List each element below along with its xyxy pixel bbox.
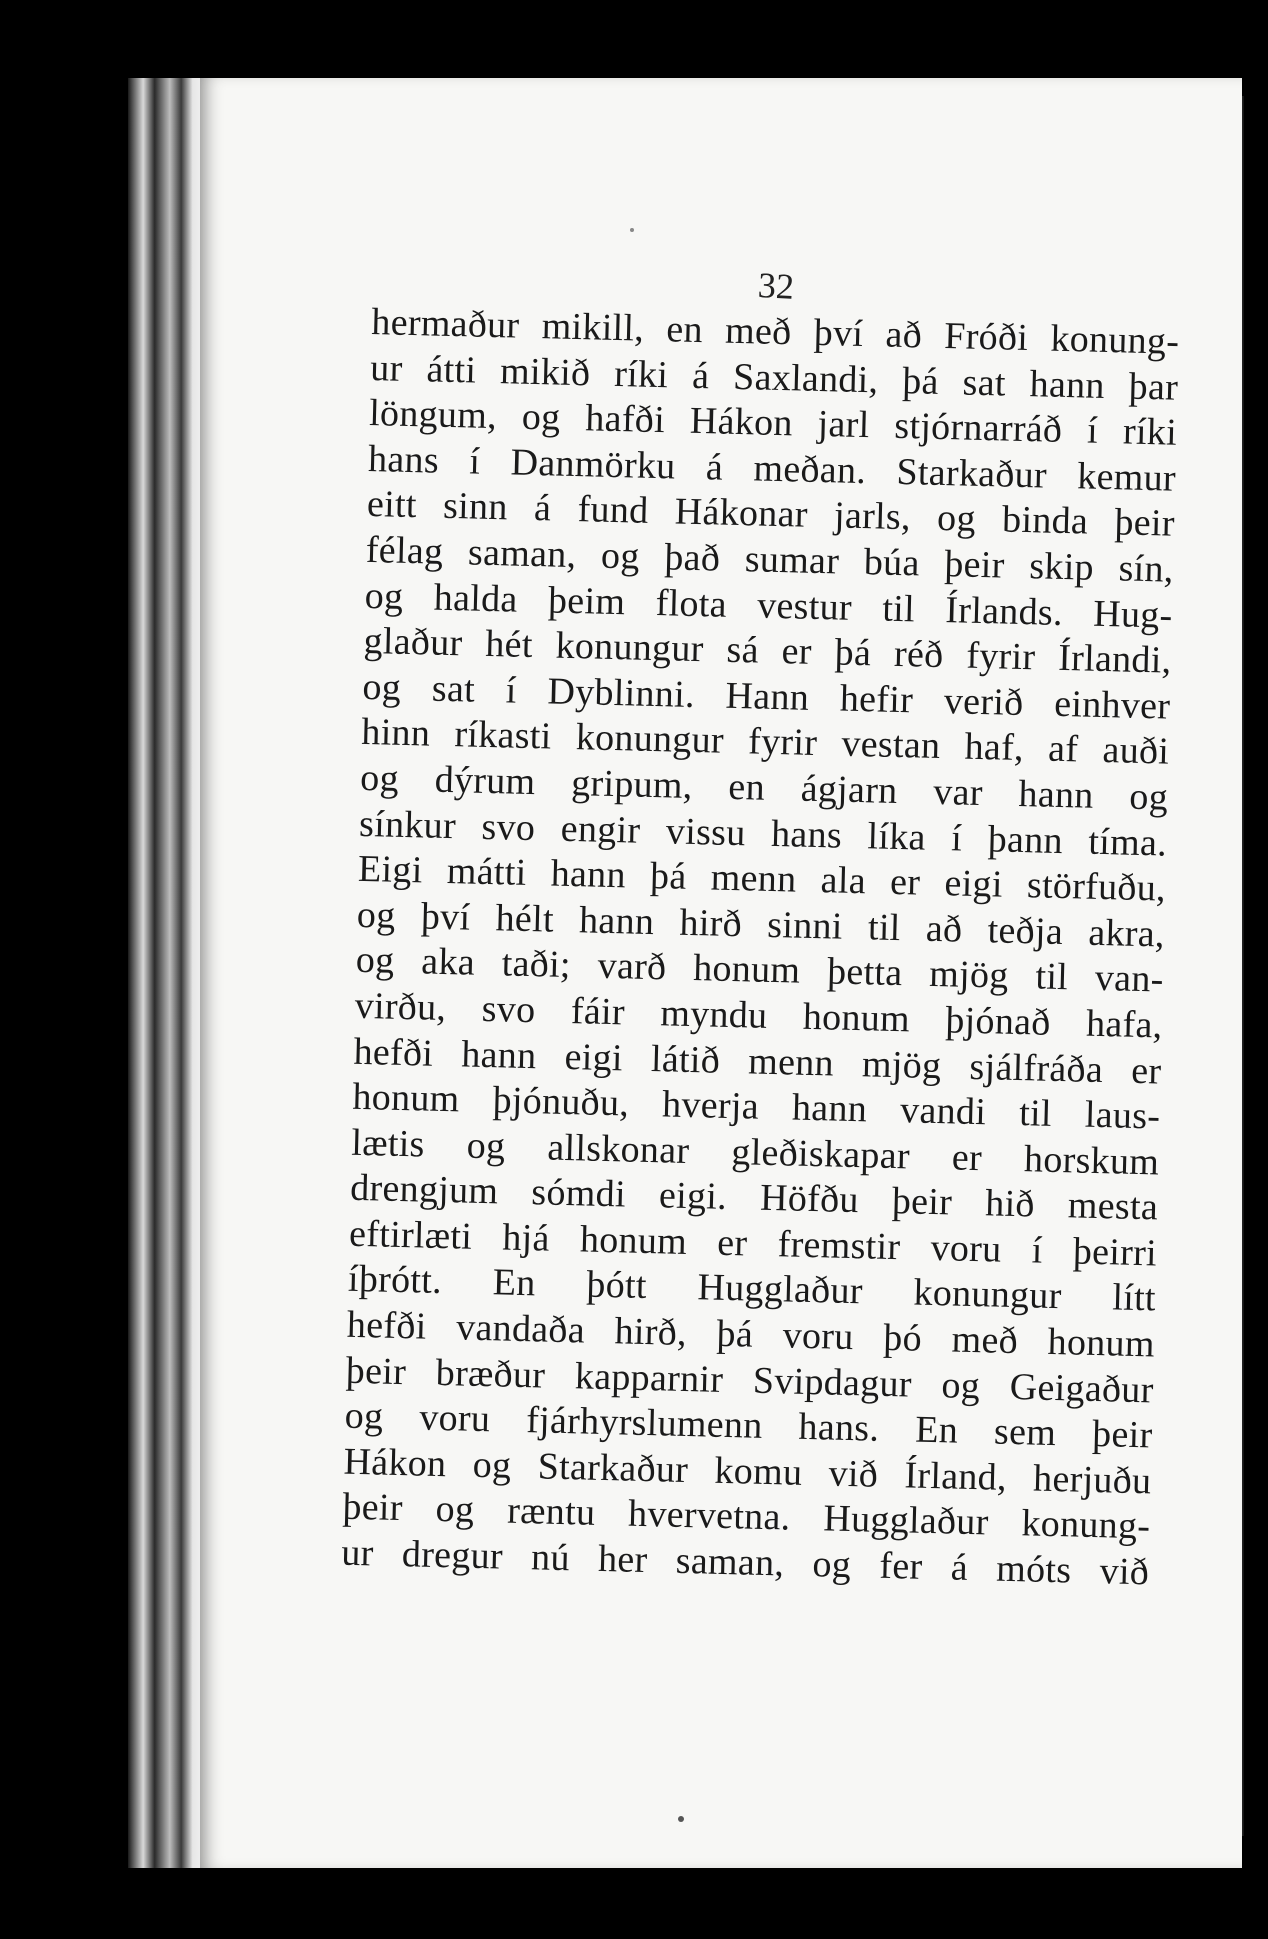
text-line: hans í Danmörku á meðan. Starkaður kemur: [367, 437, 1177, 500]
text-line: Hákon og Starkaður komu við Írland, herjuðu: [343, 1440, 1152, 1503]
text-line: og sat í Dyblinni. Hann hefir verið einhver: [362, 665, 1171, 728]
text-line: og halda þeim flota vestur til Írlands. Hug-: [364, 574, 1174, 637]
text-line: ur dregur nú her saman, og fer á móts við: [340, 1531, 1150, 1594]
text-line: hefði hann eigi látið menn mjög sjálfráða er: [353, 1030, 1162, 1093]
text-line: sínkur svo engir vissu hans líka í þann tíma.: [358, 802, 1168, 865]
text-line: hinn ríkasti konungur fyrir vestan haf, af auði: [360, 711, 1170, 773]
text-line: eitt sinn á fund Hákonar jarls, og binda þeir: [366, 483, 1176, 546]
text-line: og því hélt hann hirð sinni til að teðja akra,: [356, 893, 1166, 956]
text-line: hermaður mikill, en með því að Fróði konung-: [370, 300, 1180, 363]
text-line: og dýrum gripum, en ágjarn var hann og: [359, 756, 1169, 819]
text-line: íþrótt. En þótt Hugglaður konungur lítt: [347, 1258, 1157, 1320]
text-line: glaður hét konungur sá er þá réð fyrir Írlandi,: [363, 620, 1172, 682]
text-line: þeir og ræntu hvervetna. Hugglaður konung-: [341, 1486, 1151, 1548]
page-number: 32: [757, 264, 796, 307]
book-page: [200, 78, 1242, 1868]
footer-mark: [678, 1816, 684, 1822]
book-spine: [128, 78, 204, 1868]
text-line: eftirlæti hjá honum er fremstir voru í þeirri: [348, 1212, 1158, 1275]
ink-speck: [630, 228, 634, 232]
text-line: hefði vandaða hirð, þá voru þó með honum: [346, 1303, 1156, 1366]
text-line: virðu, svo fáir myndu honum þjónað hafa,: [354, 984, 1164, 1047]
text-line: þeir bræður kapparnir Svipdagur og Geigaður: [345, 1349, 1155, 1412]
text-line: Eigi mátti hann þá menn ala er eigi störfuðu,: [357, 847, 1167, 910]
text-line: löngum, og hafði Hákon jarl stjórnarráð í ríki: [368, 392, 1178, 454]
text-line: lætis og allskonar gleðiskapar er horskum: [350, 1121, 1160, 1184]
body-text: [341, 300, 1180, 1596]
text-line: og aka taði; varð honum þetta mjög til van-: [355, 939, 1165, 1001]
text-line: ur átti mikið ríki á Saxlandi, þá sat hann þar: [369, 346, 1179, 409]
text-line: drengjum sómdi eigi. Höfðu þeir hið mesta: [349, 1167, 1159, 1229]
text-line: honum þjónuðu, hverja hann vandi til laus-: [352, 1075, 1161, 1138]
text-line: og voru fjárhyrslumenn hans. En sem þeir: [344, 1394, 1153, 1457]
text-line: félag saman, og það sumar búa þeir skip sín,: [365, 528, 1175, 591]
